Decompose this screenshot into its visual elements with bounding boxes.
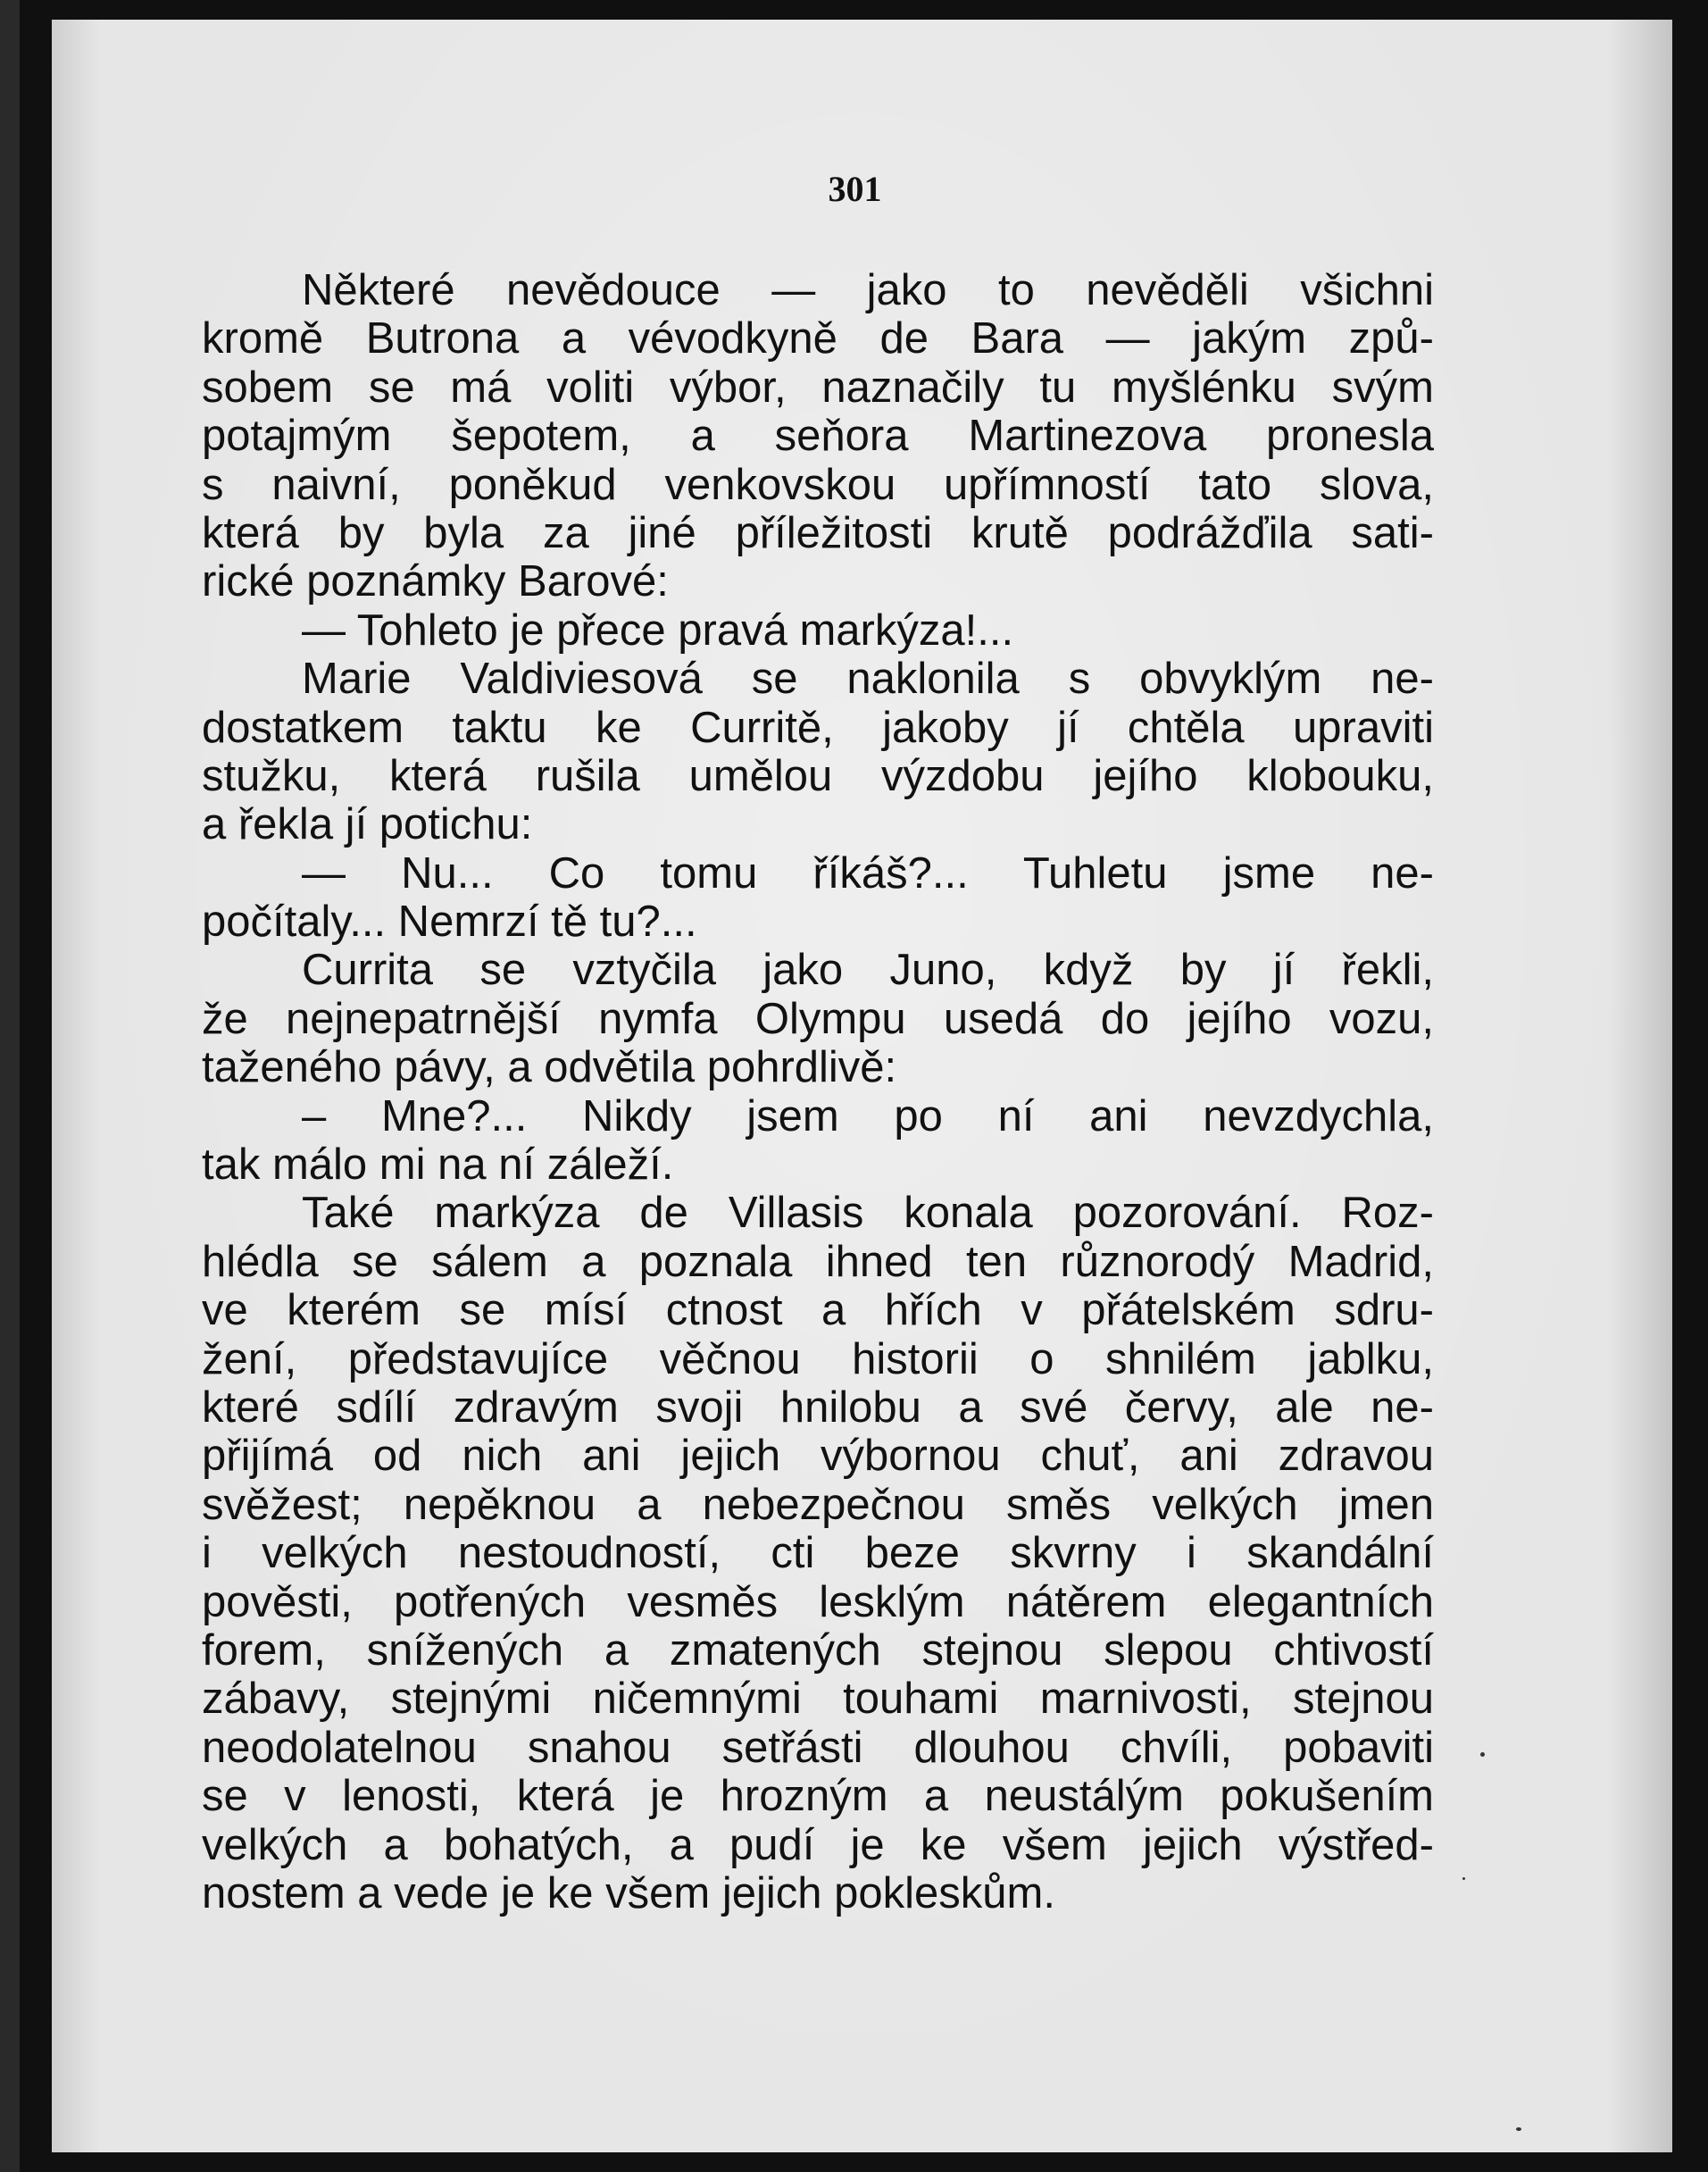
text-line: – Mne?... Nikdy jsem po ní ani nevzdychla, xyxy=(302,1091,1434,1140)
text-line: — Tohleto je přece pravá markýza!... xyxy=(302,606,1014,655)
text-line: tak málo mi na ní záleží. xyxy=(202,1140,674,1190)
text-line: neodolatelnou snahou setřásti dlouhou chvíli, pobaviti xyxy=(202,1723,1434,1772)
text-line: počítaly... Nemrzí tě tu?... xyxy=(202,898,697,947)
text-line: hlédla se sálem a poznala ihned ten různorodý Madrid, xyxy=(202,1237,1434,1286)
text-line: nostem a vede je ke všem jejich pokleskům. xyxy=(202,1868,1055,1917)
text-line: se v lenosti, která je hrozným a neustálým pokušením xyxy=(202,1772,1434,1821)
body-text xyxy=(202,266,1434,1917)
speck-mark xyxy=(1480,1752,1485,1757)
book-page xyxy=(52,20,1672,2152)
text-line: přijímá od nich ani jejich výbornou chuť, ani zdravou xyxy=(202,1432,1434,1481)
text-line: která by byla za jiné příležitosti krutě podrážďila sati- xyxy=(202,508,1434,557)
text-line: Některé nevědouce — jako to nevěděli všichni xyxy=(302,266,1434,314)
text-line: že nejnepatrnější nymfa Olympu usedá do jejího vozu, xyxy=(202,994,1434,1043)
text-line: a řekla jí potichu: xyxy=(202,800,533,849)
text-line: sobem se má voliti výbor, naznačily tu myšlénku svým xyxy=(202,363,1434,412)
text-line: ve kterém se mísí ctnost a hřích v přátelském sdru- xyxy=(202,1286,1434,1335)
text-line: i velkých nestoudností, cti beze skvrny i skandální xyxy=(202,1529,1434,1578)
text-line: potajmým šepotem, a seňora Martinezova pronesla xyxy=(202,412,1434,461)
text-line: které sdílí zdravým svoji hnilobu a své červy, ale ne- xyxy=(202,1383,1434,1432)
text-line: rické poznámky Barové: xyxy=(202,557,669,606)
speck-mark xyxy=(1462,1877,1465,1880)
text-line: taženého pávy, a odvětila pohrdlivě: xyxy=(202,1043,897,1092)
text-line: forem, snížených a zmatených stejnou slepou chtivostí xyxy=(202,1625,1434,1675)
text-line: s naivní, poněkud venkovskou upřímností tato slova, xyxy=(202,460,1434,509)
text-line: dostatkem taktu ke Curritě, jakoby jí chtěla upraviti xyxy=(202,703,1434,752)
text-line: svěžest; nepěknou a nebezpečnou směs velkých jmen xyxy=(202,1480,1434,1529)
page-number: 301 xyxy=(828,169,882,209)
text-line: Také markýza de Villasis konala pozorování. Roz- xyxy=(302,1189,1434,1238)
text-line: pověsti, potřených vesměs lesklým nátěrem elegantních xyxy=(202,1577,1434,1626)
text-line: Currita se vztyčila jako Juno, když by jí řekli, xyxy=(302,946,1434,995)
text-line: zábavy, stejnými ničemnými touhami marnivosti, stejnou xyxy=(202,1675,1434,1724)
text-line: kromě Butrona a vévodkyně de Bara — jakým způ- xyxy=(202,314,1434,363)
text-line: stužku, která rušila umělou výzdobu jejího klobouku, xyxy=(202,751,1434,800)
text-line: žení, představujíce věčnou historii o shnilém jablku, xyxy=(202,1334,1434,1383)
text-line: Marie Valdiviesová se naklonila s obvyklým ne- xyxy=(302,655,1434,704)
text-line: velkých a bohatých, a pudí je ke všem jejich výstřed- xyxy=(202,1820,1434,1869)
binding-edge xyxy=(0,0,20,2172)
text-line: — Nu... Co tomu říkáš?... Tuhletu jsme ne- xyxy=(302,848,1434,898)
speck-mark xyxy=(1516,2127,1521,2131)
